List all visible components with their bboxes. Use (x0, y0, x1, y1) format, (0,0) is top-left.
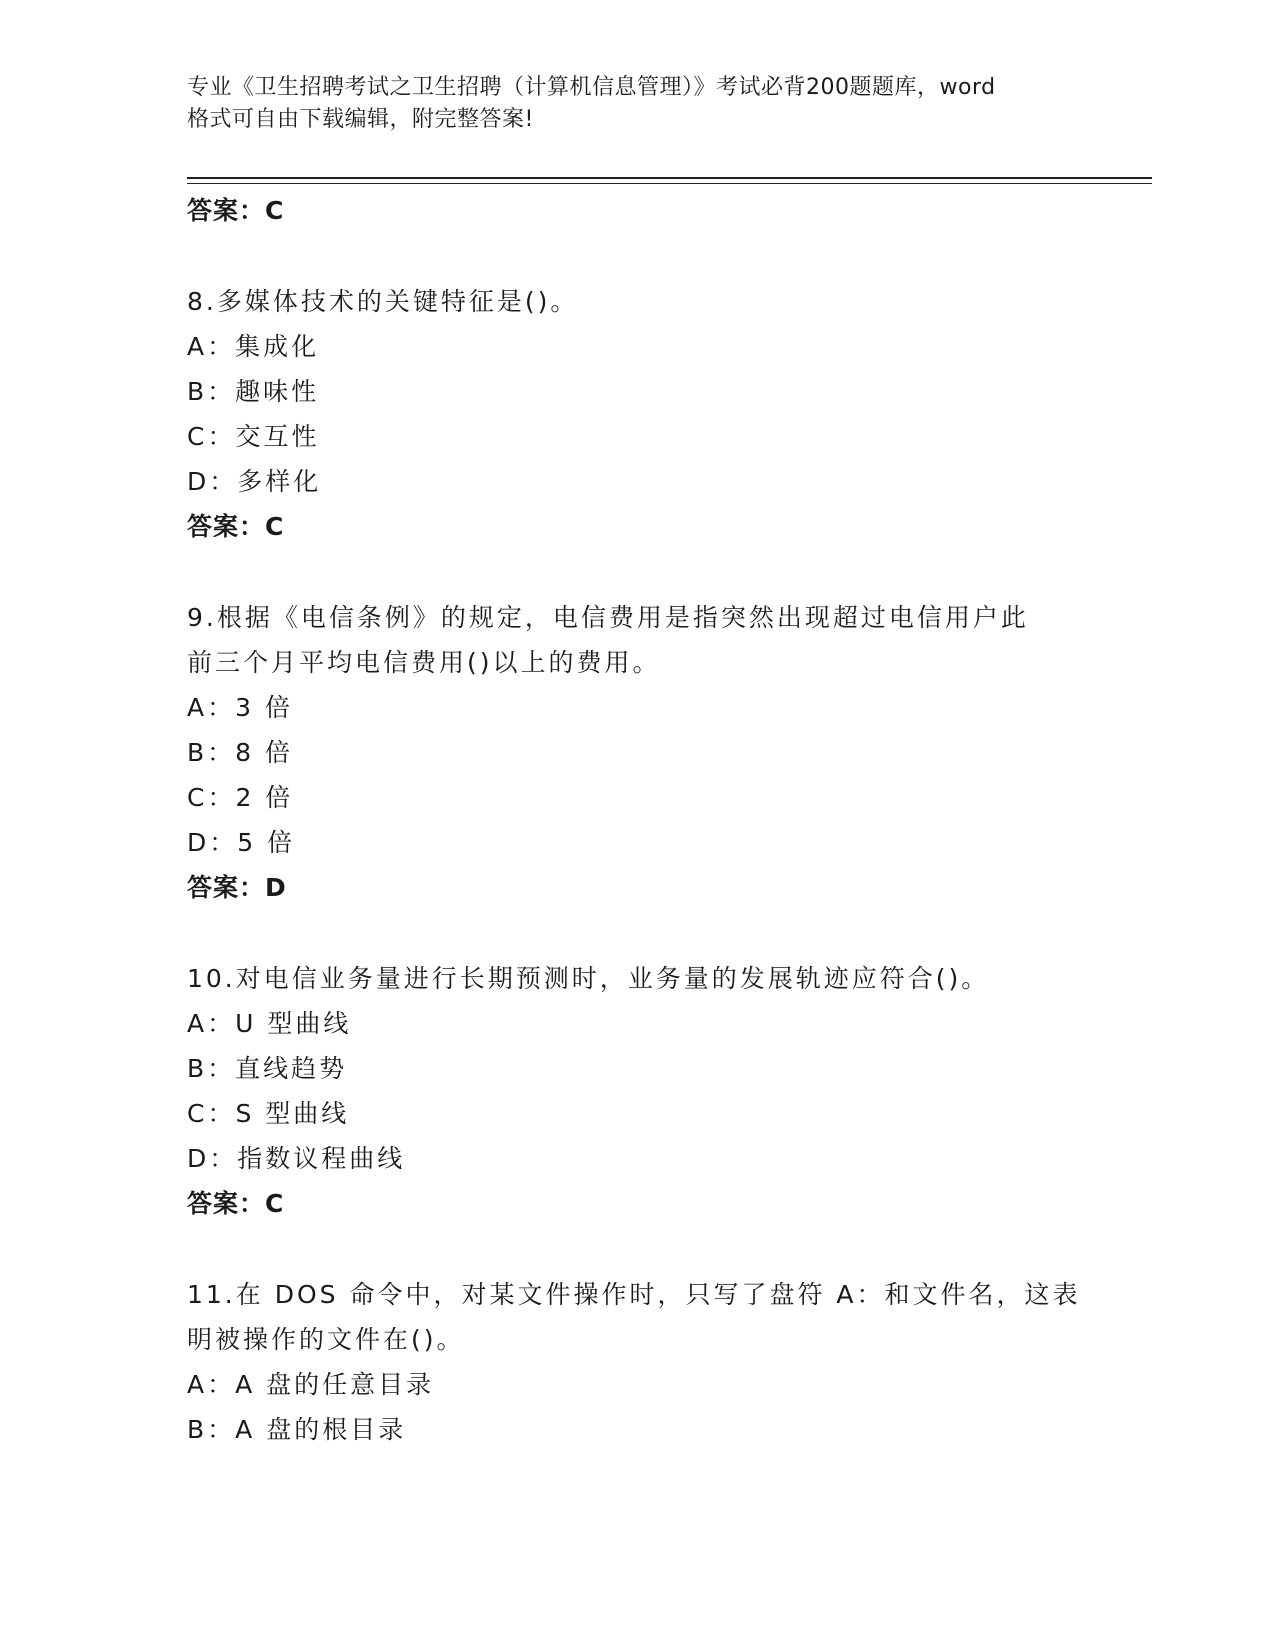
question-stem-continued: 明被操作的文件在()。 (187, 1325, 465, 1354)
question-10 (187, 956, 1087, 1226)
document-header (187, 72, 1087, 136)
question-8 (187, 279, 1087, 549)
question-9 (187, 595, 1087, 910)
option-a: A：集成化 (187, 332, 320, 361)
question-list (187, 188, 1087, 1452)
option-d: D：5 倍 (187, 828, 296, 857)
header-divider-thick (187, 177, 1152, 179)
answer-label: 答案：D (187, 873, 287, 902)
option-c: C：2 倍 (187, 783, 294, 812)
option-b: B：直线趋势 (187, 1054, 348, 1083)
answer-label: 答案：C (187, 196, 285, 225)
option-b: B：A 盘的根目录 (187, 1415, 407, 1444)
option-a: A：A 盘的任意目录 (187, 1370, 435, 1399)
question-stem: 10.对电信业务量进行长期预测时，业务量的发展轨迹应符合()。 (187, 964, 990, 993)
header-line-1: 专业《卫生招聘考试之卫生招聘（计算机信息管理）》考试必背200题题库，word (187, 75, 996, 100)
option-a: A：U 型曲线 (187, 1009, 352, 1038)
option-b: B：趣味性 (187, 377, 320, 406)
option-c: C：S 型曲线 (187, 1099, 350, 1128)
answer-label: 答案：C (187, 512, 285, 541)
question-stem-continued: 前三个月平均电信费用()以上的费用。 (187, 648, 661, 677)
question-11 (187, 1272, 1087, 1452)
question-stem: 11.在 DOS 命令中，对某文件操作时，只写了盘符 A：和文件名，这表 (187, 1280, 1081, 1309)
option-c: C：交互性 (187, 422, 320, 451)
answer-label: 答案：C (187, 1189, 285, 1218)
option-d: D：多样化 (187, 467, 322, 496)
question-stem: 8.多媒体技术的关键特征是()。 (187, 287, 579, 316)
header-line-2: 格式可自由下载编辑，附完整答案! (187, 107, 534, 132)
option-b: B：8 倍 (187, 738, 294, 767)
option-a: A：3 倍 (187, 693, 293, 722)
header-divider-thin (187, 183, 1152, 184)
question-stem: 9.根据《电信条例》的规定，电信费用是指突然出现超过电信用户此 (187, 603, 1029, 632)
option-d: D：指数议程曲线 (187, 1144, 406, 1173)
